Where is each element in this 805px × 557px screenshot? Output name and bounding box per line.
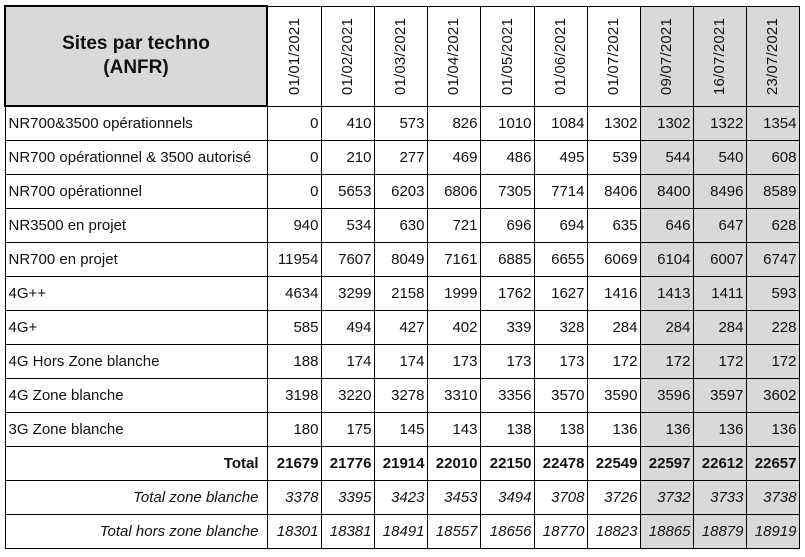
value-cell: 3198 [267,379,321,413]
value-cell: 647 [693,209,746,243]
value-cell: 3597 [693,379,746,413]
value-cell: 284 [693,311,746,345]
value-cell: 136 [640,413,693,447]
value-cell: 173 [480,345,534,379]
value-cell: 3299 [321,277,374,311]
value-cell: 3596 [640,379,693,413]
value-cell: 22010 [427,447,480,481]
value-cell: 635 [587,209,640,243]
value-cell: 18381 [321,515,374,549]
value-cell: 1302 [587,106,640,141]
table-row [5,311,799,345]
value-cell: 3395 [321,481,374,515]
value-cell: 940 [267,209,321,243]
value-cell: 172 [640,345,693,379]
value-cell: 1322 [693,106,746,141]
value-cell: 494 [321,311,374,345]
value-cell: 544 [640,141,693,175]
value-cell: 175 [321,413,374,447]
date-column-header [374,6,427,106]
row-label: NR700 opérationnel [5,175,267,209]
row-label: Total [5,447,267,481]
value-cell: 18491 [374,515,427,549]
value-cell: 3356 [480,379,534,413]
value-cell: 1084 [534,106,587,141]
value-cell: 495 [534,141,587,175]
row-label: 4G+ [5,311,267,345]
value-cell: 0 [267,141,321,175]
table-row [5,243,799,277]
value-cell: 4634 [267,277,321,311]
value-cell: 8406 [587,175,640,209]
value-cell: 402 [427,311,480,345]
value-cell: 11954 [267,243,321,277]
value-cell: 136 [693,413,746,447]
row-label: 3G Zone blanche [5,413,267,447]
value-cell: 3423 [374,481,427,515]
value-cell: 173 [427,345,480,379]
value-cell: 8400 [640,175,693,209]
value-cell: 3278 [374,379,427,413]
table-row [5,379,799,413]
row-label: Total zone blanche [5,481,267,515]
value-cell: 172 [693,345,746,379]
value-cell: 22612 [693,447,746,481]
value-cell: 21679 [267,447,321,481]
row-label: NR700 opérationnel & 3500 autorisé [5,141,267,175]
value-cell: 8049 [374,243,427,277]
row-label: 4G++ [5,277,267,311]
value-cell: 138 [480,413,534,447]
value-cell: 6655 [534,243,587,277]
value-cell: 1302 [640,106,693,141]
table-row [5,106,799,141]
value-cell: 328 [534,311,587,345]
value-cell: 284 [640,311,693,345]
value-cell: 1411 [693,277,746,311]
table-row [5,481,799,515]
value-cell: 7161 [427,243,480,277]
value-cell: 1010 [480,106,534,141]
table-row [5,175,799,209]
table-row [5,345,799,379]
date-label: 01/03/2021 [392,18,409,96]
value-cell: 1354 [746,106,799,141]
value-cell: 0 [267,175,321,209]
value-cell: 6806 [427,175,480,209]
value-cell: 539 [587,141,640,175]
value-cell: 3602 [746,379,799,413]
table-title-line2: (ANFR) [103,57,169,78]
value-cell: 18770 [534,515,587,549]
value-cell: 7305 [480,175,534,209]
value-cell: 573 [374,106,427,141]
table-row [5,141,799,175]
header-row [5,6,799,106]
row-label: NR700&3500 opérationnels [5,106,267,141]
date-label: 01/07/2021 [605,18,622,96]
value-cell: 2158 [374,277,427,311]
value-cell: 339 [480,311,534,345]
value-cell: 593 [746,277,799,311]
value-cell: 136 [587,413,640,447]
value-cell: 3590 [587,379,640,413]
value-cell: 18557 [427,515,480,549]
value-cell: 277 [374,141,427,175]
table-title-line1: Sites par techno [62,33,210,54]
value-cell: 172 [587,345,640,379]
table-row [5,447,799,481]
value-cell: 3494 [480,481,534,515]
value-cell: 534 [321,209,374,243]
date-column-header [746,6,799,106]
value-cell: 6104 [640,243,693,277]
date-label: 01/06/2021 [552,18,569,96]
value-cell: 21776 [321,447,374,481]
value-cell: 173 [534,345,587,379]
value-cell: 469 [427,141,480,175]
value-cell: 608 [746,141,799,175]
date-label: 01/04/2021 [445,18,462,96]
value-cell: 585 [267,311,321,345]
date-label: 01/05/2021 [498,18,516,96]
value-cell: 21914 [374,447,427,481]
value-cell: 3570 [534,379,587,413]
row-label: NR700 en projet [5,243,267,277]
value-cell: 22549 [587,447,640,481]
value-cell: 18919 [746,515,799,549]
value-cell: 7607 [321,243,374,277]
value-cell: 1627 [534,277,587,311]
value-cell: 136 [746,413,799,447]
value-cell: 7714 [534,175,587,209]
date-column-header [693,6,746,106]
value-cell: 18301 [267,515,321,549]
date-column-header [427,6,480,106]
value-cell: 3453 [427,481,480,515]
value-cell: 410 [321,106,374,141]
value-cell: 6203 [374,175,427,209]
date-column-header [267,6,321,106]
table-row [5,413,799,447]
value-cell: 22478 [534,447,587,481]
value-cell: 22657 [746,447,799,481]
value-cell: 18656 [480,515,534,549]
row-label: 4G Hors Zone blanche [5,345,267,379]
value-cell: 210 [321,141,374,175]
value-cell: 540 [693,141,746,175]
value-cell: 8589 [746,175,799,209]
value-cell: 3378 [267,481,321,515]
value-cell: 3220 [321,379,374,413]
table-row [5,515,799,549]
row-label: 4G Zone blanche [5,379,267,413]
value-cell: 1999 [427,277,480,311]
value-cell: 1413 [640,277,693,311]
table-row [5,277,799,311]
value-cell: 18823 [587,515,640,549]
value-cell: 696 [480,209,534,243]
value-cell: 6747 [746,243,799,277]
value-cell: 3738 [746,481,799,515]
value-cell: 8496 [693,175,746,209]
value-cell: 630 [374,209,427,243]
date-label: 16/07/2021 [711,18,728,96]
value-cell: 3708 [534,481,587,515]
value-cell: 6069 [587,243,640,277]
value-cell: 284 [587,311,640,345]
value-cell: 826 [427,106,480,141]
value-cell: 3310 [427,379,480,413]
value-cell: 6885 [480,243,534,277]
table-title-cell [5,6,267,106]
date-column-header [587,6,640,106]
value-cell: 0 [267,106,321,141]
date-column-header [640,6,693,106]
value-cell: 174 [321,345,374,379]
value-cell: 18879 [693,515,746,549]
value-cell: 721 [427,209,480,243]
value-cell: 3733 [693,481,746,515]
value-cell: 5653 [321,175,374,209]
date-label: 09/07/2021 [658,18,675,96]
date-column-header [534,6,587,106]
value-cell: 172 [746,345,799,379]
value-cell: 228 [746,311,799,345]
row-label: Total hors zone blanche [5,515,267,549]
date-label: 01/02/2021 [339,18,356,96]
value-cell: 427 [374,311,427,345]
date-label: 01/01/2021 [285,18,303,96]
value-cell: 143 [427,413,480,447]
date-column-header [321,6,374,106]
value-cell: 694 [534,209,587,243]
value-cell: 188 [267,345,321,379]
table-row [5,209,799,243]
date-column-header [480,6,534,106]
value-cell: 1762 [480,277,534,311]
value-cell: 6007 [693,243,746,277]
value-cell: 18865 [640,515,693,549]
value-cell: 486 [480,141,534,175]
value-cell: 22150 [480,447,534,481]
value-cell: 145 [374,413,427,447]
value-cell: 22597 [640,447,693,481]
value-cell: 174 [374,345,427,379]
row-label: NR3500 en projet [5,209,267,243]
sites-par-techno-table [4,5,800,549]
value-cell: 1416 [587,277,640,311]
value-cell: 628 [746,209,799,243]
date-label: 23/07/2021 [764,18,781,96]
value-cell: 180 [267,413,321,447]
table-body [5,106,799,549]
value-cell: 3732 [640,481,693,515]
value-cell: 3726 [587,481,640,515]
value-cell: 138 [534,413,587,447]
value-cell: 646 [640,209,693,243]
